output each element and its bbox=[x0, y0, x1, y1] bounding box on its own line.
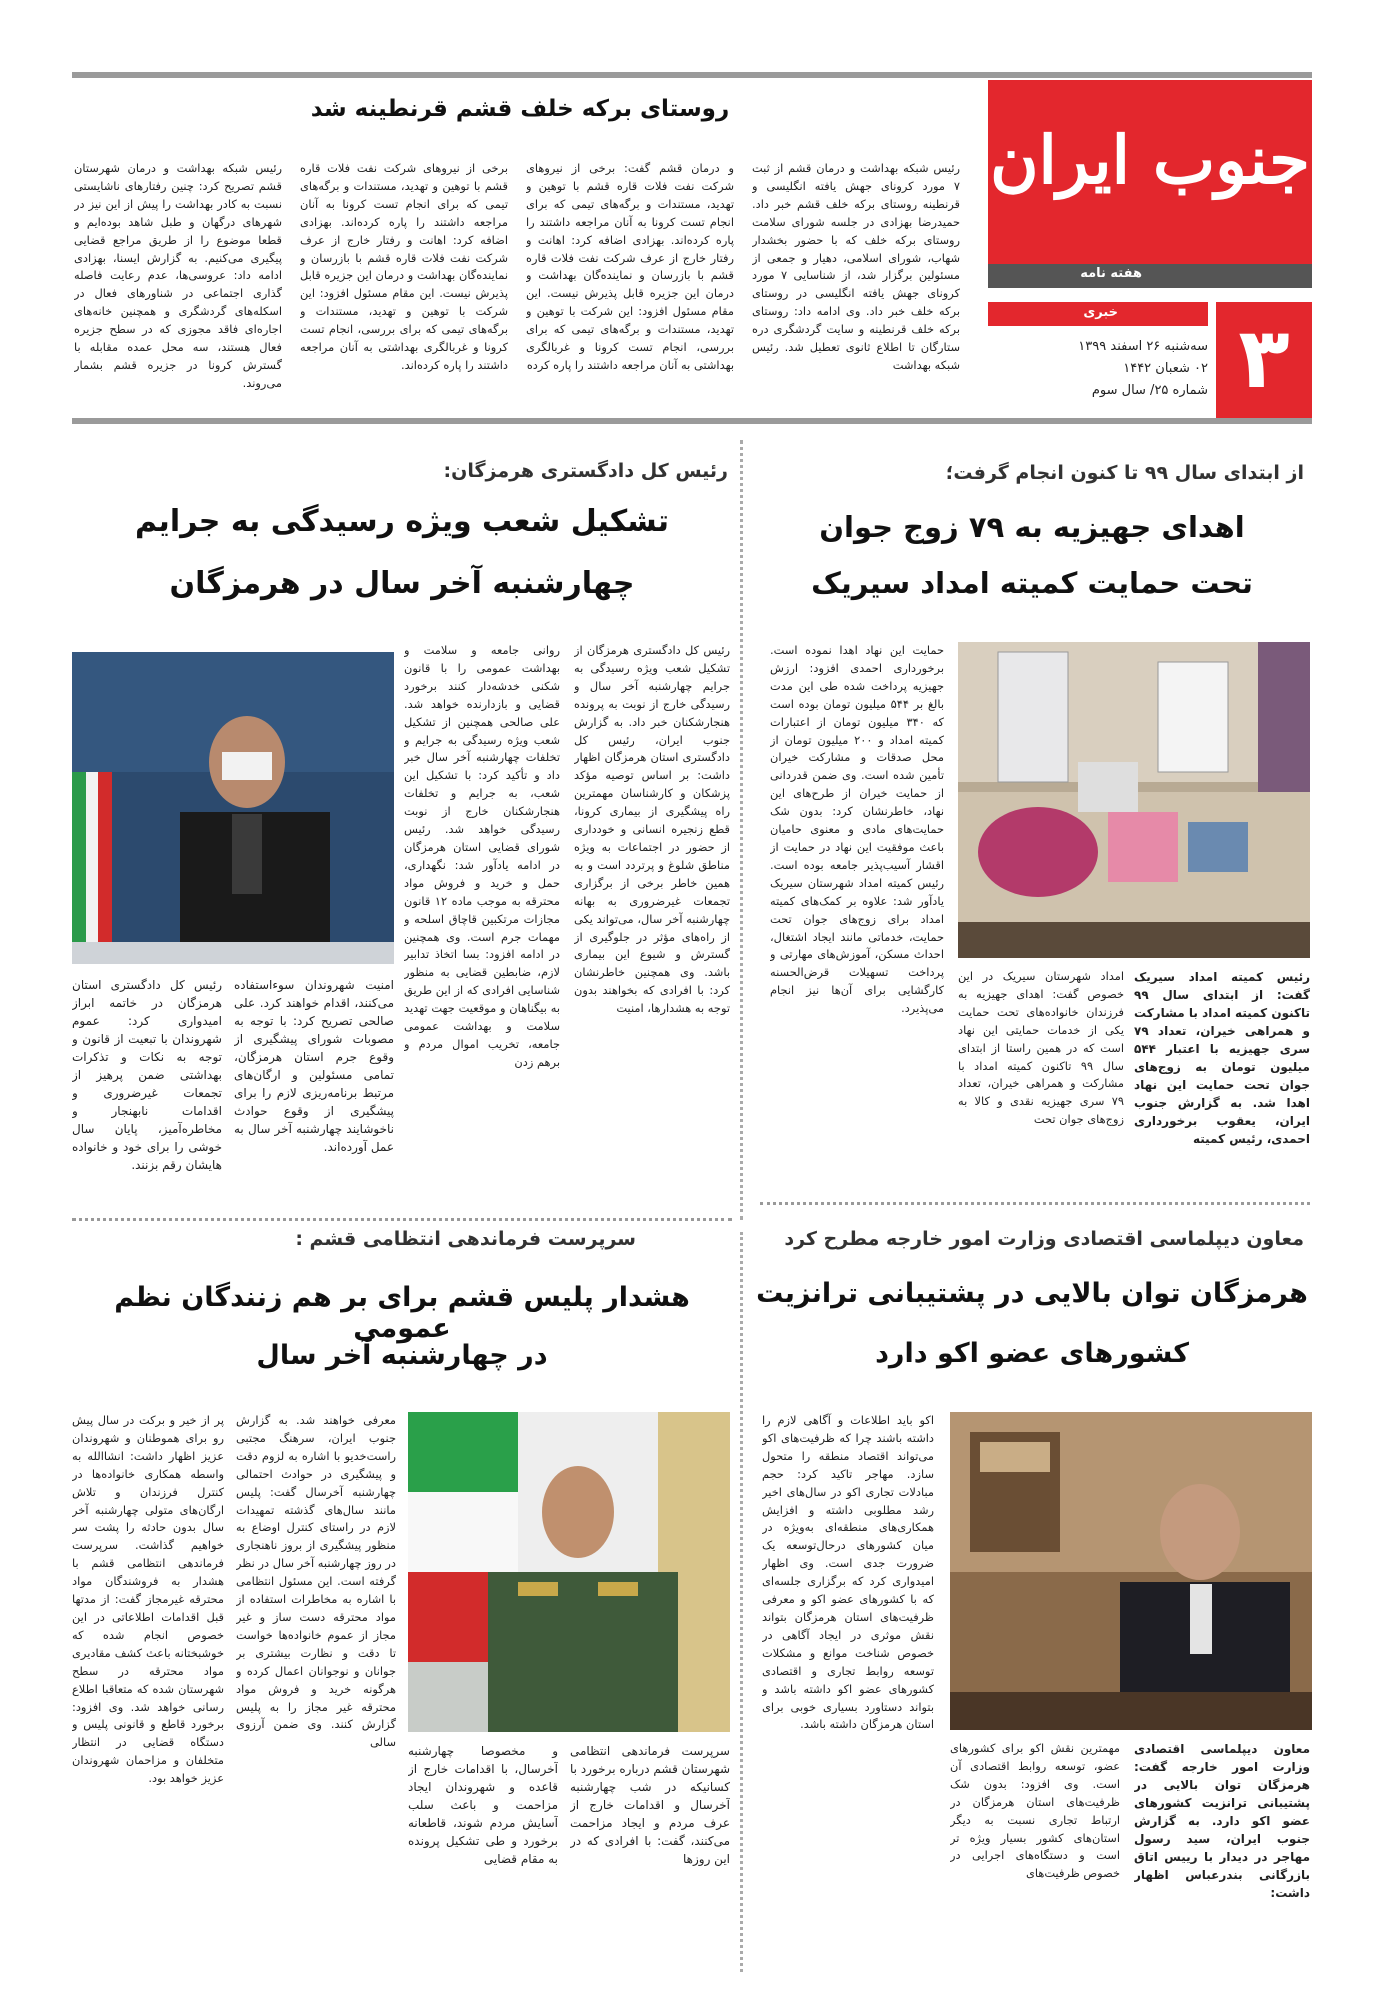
masthead-subtitle-bar bbox=[988, 264, 1312, 288]
top-story-col-1: رئیس شبکه بهداشت و درمان قشم از ثبت ۷ مورد کرونای جهش یافته انگلیسی و قرنطینه روستای برکه خلف قشم خبر داد. حمیدرضا بهزادی در جلسه شورای سلامت روستای برکه خلف که با حضور بخشدار شهاب، شورای اسلامی، دهیار و جمعی از مسئولین برگزار شد، از شناسایی ۷ مورد کرونای جهش یافته انگلیسی در روستای برکه خلف خبر داد. وی ادامه داد: روستای برکه خلف قرنطینه و سایت گردشگری دره ستارگان تا اطلاع ثانوی تعطیل شد. رئیس شبکه بهداشت bbox=[752, 161, 960, 372]
justice-col-4: رئیس کل دادگستری استان هرمزگان در خاتمه ابراز امیدواری کرد: عموم شهروندان با تبعیت از قانون و توجه به نکات و تذکرات بهداشتی ضمن پرهیز از تجمعات غیرضروری و اقدامات نابهنجار و مخاطره‌آمیز، پایان سال خوشی را برای خود و خانواده هایشان رقم بزنند. bbox=[72, 978, 222, 1172]
page-number-box bbox=[1216, 302, 1312, 418]
bottom-column-divider bbox=[740, 1232, 743, 1972]
masthead bbox=[982, 80, 1312, 418]
dowry-headline-2: تحت حمایت کمیته امداد سیریک bbox=[811, 566, 1253, 600]
justice-col-3: امنیت شهروندان سوءاستفاده می‌کنند، اقدام خواهند کرد. علی صالحی تصریح کرد: با توجه به مصوبات شورای پیشگیری از وقوع جرم استان هرمزگان، تمامی مسئولین و ارگان‌های مرتبط برنامه‌ریزی لازم را برای پیشگیری از وقوع حوادث ناخوشایند چهارشنبه آخر سال به عمل آورده‌اند. bbox=[234, 978, 394, 1154]
justice-photo bbox=[72, 652, 394, 964]
issue-number: شماره ۲۵/ سال سوم bbox=[1091, 383, 1208, 398]
top-rule bbox=[72, 72, 1312, 78]
section-label: خبری bbox=[1083, 305, 1118, 320]
dowry-col-2: امداد شهرستان سیریک در این خصوص گفت: اهدای جهیزیه به فرزندان خانواده‌های تحت حمایت یکی از خدمات حمایتی این نهاد است که در همین راستا از ابتدای سال ۹۹ تاکنون کمیته امداد با مشارکت و همراهی خیران، تعداد ۷۹ سری جهیزیه نقدی و کالا به زوج‌های جوان تحت bbox=[958, 969, 1124, 1127]
date-lunar: ۰۲ شعبان ۱۴۴۲ bbox=[1123, 361, 1208, 376]
economy-kicker: معاون دیپلماسی اقتصادی وزارت امور خارجه مطرح کرد bbox=[784, 1228, 1304, 1250]
police-kicker: سرپرست فرماندهی انتظامی قشم : bbox=[295, 1228, 636, 1250]
dowry-caption: رئیس کمیته امداد سیریک گفت: از ابتدای سال ۹۹ تاکنون کمیته امداد با مشارکت و همراهی خیران، تعداد ۷۹ سری جهیزیه با اعتبار ۵۴۴ میلیون تومان به زوج‌های جوان تحت حمایت این نهاد اهدا شد. به گزارش جنوب ایران، یعقوب برخورداری احمدی، رئیس کمیته bbox=[1134, 970, 1310, 1146]
economy-headline-2: کشورهای عضو اکو دارد bbox=[875, 1338, 1189, 1369]
justice-col-1: رئیس کل دادگستری هرمزگان از تشکیل شعب ویژه رسیدگی به جرایم چهارشنبه آخر سال و رسیدگی خارج از نوبت به پرونده هنجارشکنان خبر داد. به گزارش جنوب ایران، رئیس کل دادگستری استان هرمزگان اظهار داشت: بر اساس توصیه مؤکد پزشکان و کارشناسان مهمترین راه پیشگیری از بیماری کرونا، قطع زنجیره انسانی و خودداری از حضور در اجتماعات به ویژه مناطق شلوغ و پرتردد است و به همین خاطر برخی از برگزاری تجمعات غیرضروری به بهانه چهارشنبه آخر سال، می‌تواند یکی از راه‌های مؤثر در جلوگیری از گسترش و شیوع این بیماری باشد. وی همچنین خاطرنشان کرد: با افرادی که بخواهند بدون توجه به هشدارها، امنیت bbox=[574, 643, 730, 1016]
top-story-col-2: و درمان قشم گفت: برخی از نیروهای شرکت نفت فلات قاره قشم با توهین و تهدید، مستندات و برگه‌های تیمی که برای انجام تست کرونا به آنان مراجعه داشتند را پاره کرده‌اند. بهزادی اضافه کرد: اهانت و رفتار خارج از عرف شرکت نفت فلات قاره قشم با بازرسان و نماینده‌گان بهداشت و درمان این جزیره قابل پذیرش نیست. این مقام مسئول افزود: این شرکت با توهین و تهدید، مستندات و برگه‌های تیمی که برای بررسی، انجام تست کرونا و غربالگری بهداشتی به آنان مراجعه داشتند را پاره کرده‌ bbox=[526, 161, 734, 372]
police-headline-2: در چهارشنبه آخر سال bbox=[256, 1340, 548, 1371]
economy-col-1: اکو باید اطلاعات و آگاهی لازم را داشته باشند چرا که ظرفیت‌های اکو می‌تواند اقتصاد منطقه را متحول سازد. مهاجر تاکید کرد: حجم مبادلات تجاری اکو در سال‌های اخیر رشد مطلوبی داشته و افزایش همکاری‌های منطقه‌ای به‌ویژه در میان کشورهای درحال‌توسعه یک ضرورت جدی است. وی اظهار امیدواری کرد که برگزاری جلسه‌ای که با کشورهای عضو اکو و معرفی ظرفیت‌های استان هرمزگان بتواند نقش موثری در ایجاد آگاهی در خصوص شناخت موانع و مشکلات توسعه روابط تجاری و اقتصادی کشورهای عضو اکو داشته باشد و بتواند دستاورد بسیاری خوبی برای استان هرمزگان داشته باشد. bbox=[762, 1413, 934, 1732]
police-col-3: معرفی خواهند شد. به گزارش جنوب ایران، سرهنگ مجتبی راست‌خدیو با اشاره به لزوم دقت و پیشگیری در حوادث احتمالی چهارشنبه آخرسال گفت: پلیس مانند سال‌های گذشته تمهیدات لازم در راستای کنترل اوضاع به منظور پیشگیری از بروز ناهنجاری در روز چهارشنبه آخر سال در نظر گرفته است. این مسئول انتظامی با اشاره به مخاطرات استفاده از مواد محترقه دست ساز و غیر مجاز از عموم خانواده‌ها خواست تا دقت و نظارت بیشتری بر جوانان و نوجوانان اعمال کرده و هرگونه خرید و فروش مواد محترقه غیر مجاز را به پلیس گزارش کنند. وی ضمن آرزوی سالی bbox=[236, 1413, 396, 1750]
dotted-separator-right bbox=[760, 1202, 1310, 1205]
dowry-kicker: از ابتدای سال ۹۹ تا کنون انجام گرفت؛ bbox=[945, 462, 1304, 484]
masthead-subtitle: هفته نامه bbox=[1080, 266, 1142, 281]
band-bottom-rule bbox=[72, 418, 1312, 424]
section-tab bbox=[988, 302, 1208, 326]
masthead-logo: جنوب ایران bbox=[990, 121, 1310, 199]
top-story-headline: روستای برکه خلف قشم قرنطینه شد bbox=[310, 96, 730, 122]
economy-headline-1: هرمزگان توان بالایی در پشتیبانی ترانزیت bbox=[756, 1278, 1308, 1309]
justice-headline-2: چهارشنبه آخر سال در هرمزگان bbox=[169, 566, 635, 601]
police-photo bbox=[408, 1412, 730, 1732]
date-solar: سه‌شنبه ۲۶ اسفند ۱۳۹۹ bbox=[1078, 339, 1208, 354]
justice-headline-1: تشکیل شعب ویژه رسیدگی به جرایم bbox=[135, 504, 669, 539]
economy-caption: معاون دیپلماسی اقتصادی وزارت امور خارجه گفت: هرمزگان توان بالایی در پشتیبانی ترانزیت کشورهای عضو اکو دارد. به گزارش جنوب ایران، سید رسول مهاجر در دیدار با رییس اتاق بازرگانی بندرعباس اظهار داشت: bbox=[1134, 1742, 1310, 1900]
police-col-4: پر از خیر و برکت در سال پیش رو برای هموطنان و شهروندان عزیز اظهار داشت: انشاالله به واسطه همکاری خانواده‌ها در کنترل فرزندان و تلاش ارگان‌های متولی چهارشنبه آخر سال بدون حادثه را پشت سر خواهیم گذاشت. سرپرست فرماندهی انتظامی قشم با هشدار به فروشندگان مواد محترقه غیرمجاز گفت: از مدتها قبل اقدامات اطلاعاتی در این خصوص انجام شده که خوشبختانه باعث کشف مقادیری مواد محترقه در سطح شهرستان شده که متعاقبا اطلاع رسانی خواهد شد. وی افزود: برخورد قاطع و قانونی پلیس و دستگاه قضایی در انتظار متخلفان و مزاحمان شهروندان عزیز خواهد بود. bbox=[72, 1413, 224, 1786]
masthead-logo-block bbox=[988, 80, 1312, 288]
dowry-headline-1: اهدای جهیزیه به ۷۹ زوج جوان bbox=[819, 510, 1245, 544]
top-story-col-3: برخی از نیروهای شرکت نفت فلات قاره قشم با توهین و تهدید، مستندات و برگه‌های تیمی که برای انجام تست کرونا به آنان مراجعه داشتند را پاره کرده‌اند. بهزادی اضافه کرد: اهانت و رفتار خارج از عرف شرکت نفت فلات قاره قشم با بازرسان و نماینده‌گان بهداشت و درمان این جزیره قابل پذیرش نیست. این مقام مسئول افزود: این شرکت با توهین و تهدید، مستندات و برگه‌های تیمی که برای بررسی، انجام تست کرونا و غربالگری بهداشتی به آنان مراجعه داشتند را پاره کرده‌اند. bbox=[300, 161, 508, 372]
police-col-2: و مخصوصا چهارشنبه آخرسال، با اقدامات خارج از قاعده و شهروندان ایجاد مزاحمت و باعث سلب آسایش مردم شوند، قاطعانه برخورد و طی تشکیل پرونده به مقام قضایی bbox=[408, 1744, 558, 1866]
dowry-photo bbox=[958, 642, 1310, 958]
economy-col-2: مهمترین نقش اکو برای کشورهای عضو، توسعه روابط اقتصادی آن است. وی افزود: بدون شک ظرفیت‌های استان هرمزگان در ارتباط تجاری نسبت به دیگر استان‌های کشور بسیار ویژه تر است و دستگاه‌های اجرایی در خصوص ظرفیت‌های bbox=[950, 1741, 1120, 1881]
police-headline-1: هشدار پلیس قشم برای بر هم زنندگان نظم عمومی bbox=[114, 1282, 690, 1344]
dowry-col-1: حمایت این نهاد اهدا نموده است. برخورداری احمدی افزود: ارزش جهیزیه پرداخت شده طی این مدت بالغ بر ۵۴۴ میلیون تومان بوده است که ۳۴۰ میلیون تومان از اعتبارات کمیته امداد و ۲۰۰ میلیون تومان از محل صدقات و مشارکت خیران تأمین شده است. وی ضمن قدردانی از حمایت خیران از طرح‌های این نهاد، خاطرنشان کرد: بدون شک حمایت‌های مادی و معنوی حامیان باعث موفقیت این نهاد در حمایت از اقشار آسیب‌پذیر جامعه بوده است. رئیس کمیته امداد شهرستان سیریک یادآور شد: علاوه بر کمک‌های کمیته امداد برای زوج‌های جوان تحت حمایت، خدماتی مانند ایجاد اشتغال، احداث مسکن، آموزش‌های مهارتی و پرداخت تسهیلات قرض‌الحسنه کارگشایی برای آن‌ها نیز انجام می‌پذیرد. bbox=[770, 643, 944, 1016]
police-col-1: سرپرست فرماندهی انتظامی شهرستان قشم درباره برخورد با کسانیکه در شب چهارشنبه آخرسال و اقدامات خارج از عرف مردم و ایجاد مزاحمت می‌کنند، گفت: با افرادی که در این روزها bbox=[570, 1744, 730, 1866]
justice-kicker: رئیس کل دادگستری هرمزگان: bbox=[443, 460, 728, 482]
middle-column-divider bbox=[740, 440, 743, 1220]
economy-photo bbox=[950, 1412, 1312, 1730]
page-number: ۳ bbox=[1238, 309, 1290, 407]
justice-col-2: روانی جامعه و سلامت و بهداشت عمومی را با قانون شکنی خدشه‌دار کنند برخورد قضایی و بازدارنده خواهد شد. علی صالحی همچنین از تشکیل شعب ویژه رسیدگی به جرایم و تخلفات چهارشنبه آخر سال خبر داد و تأکید کرد: با تشکیل این شعب، به جرایم و تخلفات هنجارشکنان خارج از نوبت رسیدگی خواهد شد. رئیس شورای قضایی استان هرمزگان در ادامه یادآور شد: نگهداری، حمل و خرید و فروش مواد محترقه به موجب ماده ۱۲ قانون مجازات مرتکبین قاچاق اسلحه و مهمات جرم است. وی همچنین در ادامه افزود: بسا اتخاذ تدابیر لازم، ضابطین قضایی به منظور شناسایی افرادی که از این طریق به بیگناهان و موقعیت جهت تهدید سلامت و بهداشت عمومی جامعه، تخریب اموال مردم و برهم زدن bbox=[404, 643, 560, 1069]
top-story-col-4: رئیس شبکه بهداشت و درمان شهرستان قشم تصریح کرد: چنین رفتارهای ناشایستی نسبت به کادر بهداشت را پیش از این نیز در شهرهای درگهان و طبل شاهد بوده‌ایم و قطعا موضوع را از طریق مراجع قضایی پیگیری می‌کنیم. به گزارش ایسنا، بهزادی ادامه داد: عروسی‌ها، عدم رعایت فاصله گذاری اجتماعی در شناورهای فعال در اسکله‌های گردشگری و همچنین خانه‌های اجاره‌ای فاقد مجوزی که در سطح جزیره فعال هستند، سه محل عمده مقابله با گسترش کرونا در جزیره قشم بشمار می‌روند. bbox=[74, 161, 282, 390]
dotted-separator-left bbox=[72, 1218, 732, 1221]
date-block bbox=[988, 336, 1208, 402]
